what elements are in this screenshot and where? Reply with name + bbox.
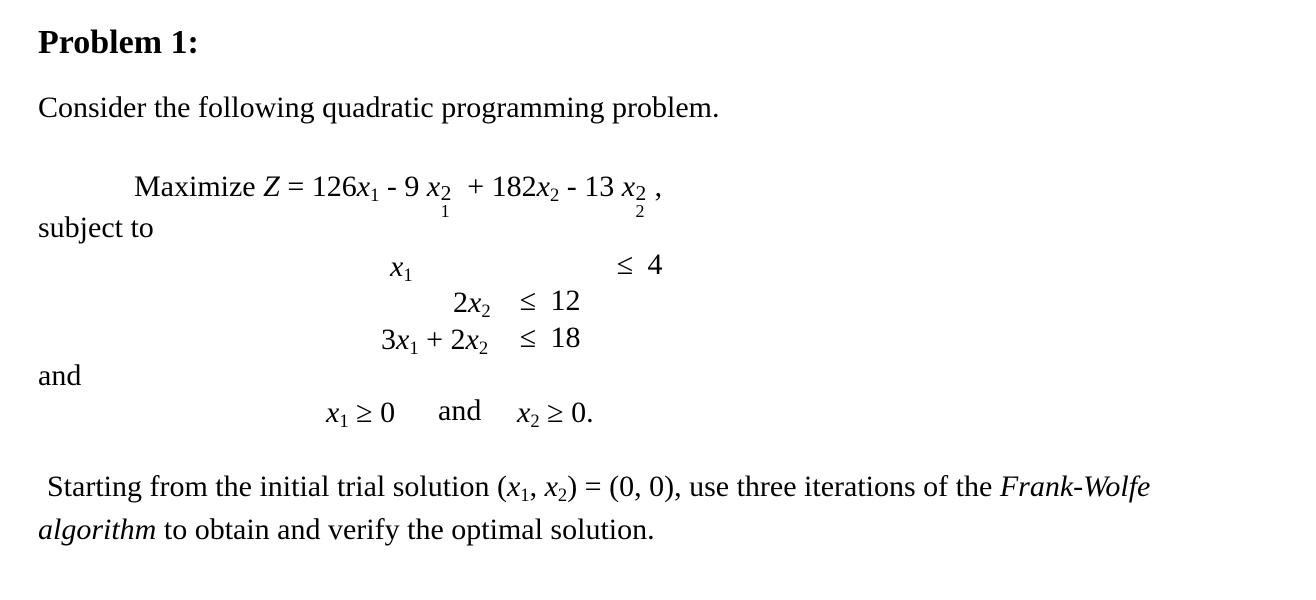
closing-x1-index: 1 xyxy=(520,484,530,506)
term-3-operator: + 182 xyxy=(467,170,537,203)
maximize-label: Maximize xyxy=(134,170,256,203)
constraint-2-value: 12 xyxy=(550,284,581,317)
objective-trailing-comma: , xyxy=(654,170,663,203)
term-3-index: 2 xyxy=(549,184,560,206)
closing-line-2 xyxy=(38,515,655,545)
term-4-operator: - 13 xyxy=(566,170,615,203)
constraint-1-value: 4 xyxy=(647,248,663,281)
constraint-3-coefficient-1: 3 xyxy=(381,323,396,356)
term-2-variable: x xyxy=(426,170,441,203)
and-label: and xyxy=(38,359,82,392)
nonneg-x1-zero: 0 xyxy=(380,396,396,429)
problem-title: Problem 1: xyxy=(38,24,199,61)
constraint-3-variable-1: x xyxy=(396,323,410,356)
term-3-variable: x xyxy=(536,170,550,203)
closing-x1-variable: x xyxy=(506,470,521,503)
nonneg-x1-index: 1 xyxy=(339,410,349,432)
constraint-3-operator: + 2 xyxy=(426,323,466,356)
nonneg-x1-geq: ≥ xyxy=(356,396,373,429)
constraint-3-rhs xyxy=(513,323,581,353)
constraint-2-rhs xyxy=(513,286,581,316)
term-4-index: 2 xyxy=(635,200,645,221)
closing-line-1: Starting from the initial trial solution (x1, x2) = (0, 0), use three iterations of the Frank-Wolfe xyxy=(47,470,1151,506)
term-4-variable: x xyxy=(621,170,636,203)
closing-x2-index: 2 xyxy=(557,484,568,506)
subject-to-label: subject to xyxy=(38,211,154,244)
term-1-variable: x xyxy=(356,170,371,203)
method-name-1: Frank-Wolfe xyxy=(999,470,1151,503)
z-variable: Z xyxy=(263,170,280,203)
constraint-1-variable: x xyxy=(390,250,404,283)
nonnegativity-x2 xyxy=(517,396,594,432)
nonneg-x2-variable: x xyxy=(517,396,531,429)
term-2-power: 2 xyxy=(440,180,452,205)
term-1-index: 1 xyxy=(370,184,380,206)
nonnegativity-x1 xyxy=(326,396,396,432)
constraint-2-index: 2 xyxy=(481,300,491,322)
nonnegativity-and: and xyxy=(438,394,482,427)
nonneg-x2-geq: ≥ xyxy=(547,396,564,429)
constraint-3-lhs xyxy=(381,323,489,359)
nonneg-x1-variable: x xyxy=(326,396,340,429)
objective-function xyxy=(134,170,663,221)
closing-text-1: Starting from the initial trial solution ( xyxy=(47,470,507,503)
nonneg-x2-index: 2 xyxy=(530,410,540,432)
constraint-3-index-2: 2 xyxy=(478,337,489,359)
constraint-3-leq: ≤ xyxy=(519,321,537,354)
equals-sign: = xyxy=(287,170,305,203)
term-4-power: 2 xyxy=(635,180,647,205)
constraint-2-lhs xyxy=(453,286,491,322)
constraint-3-index-1: 1 xyxy=(409,337,419,359)
constraint-2-leq: ≤ xyxy=(519,284,537,317)
term-2-operator: - 9 xyxy=(386,170,420,203)
term-1-coefficient: 126 xyxy=(311,170,357,203)
closing-text-2: ) = (0, 0), use three iterations of the xyxy=(567,470,993,503)
constraint-1-rhs xyxy=(610,250,663,280)
constraint-3-variable-2: x xyxy=(465,323,479,356)
term-2-index: 1 xyxy=(440,200,450,221)
intro-text: Consider the following quadratic programming problem. xyxy=(38,91,720,124)
constraint-3-value: 18 xyxy=(550,321,581,354)
method-name-2: algorithm xyxy=(38,513,157,546)
closing-text-3: to obtain and verify the optimal solution. xyxy=(163,513,655,546)
closing-x2-variable: x xyxy=(544,470,558,503)
constraint-1-index: 1 xyxy=(403,264,413,286)
constraint-2-coefficient: 2 xyxy=(453,286,468,319)
nonneg-x2-zero: 0. xyxy=(571,396,594,429)
constraint-1-lhs xyxy=(390,250,413,286)
constraint-1-leq: ≤ xyxy=(616,248,634,281)
constraint-2-variable: x xyxy=(468,286,482,319)
